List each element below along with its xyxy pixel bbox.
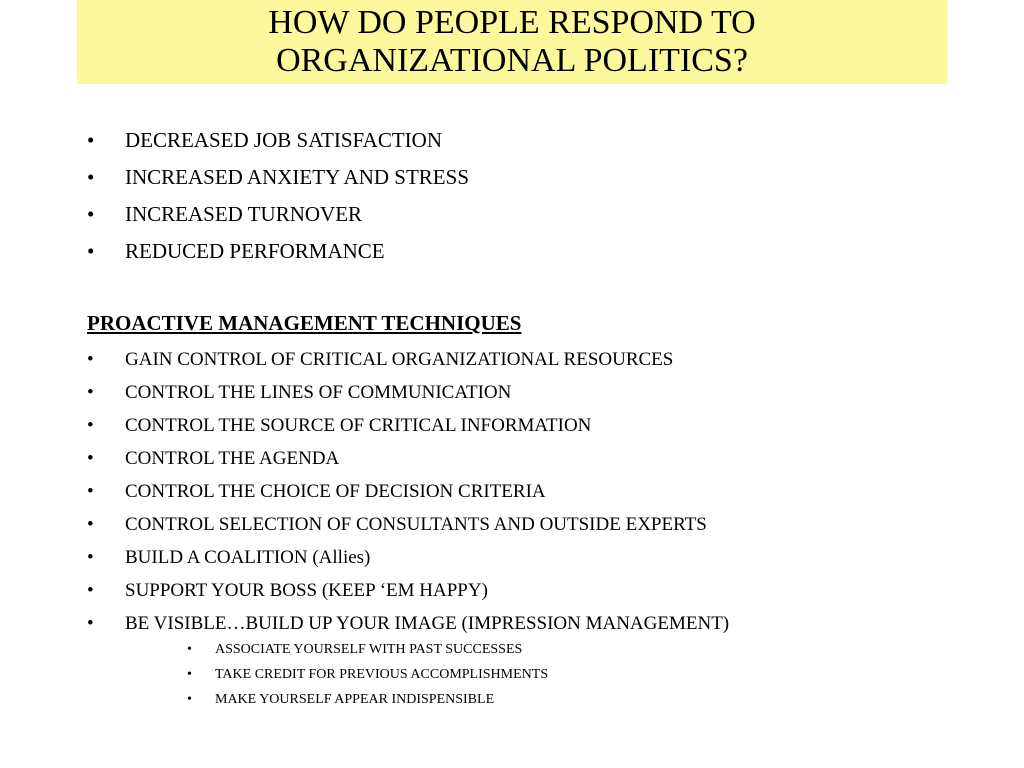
technique-item [87,508,729,541]
sub-technique-item [187,687,548,712]
sub-technique-item [187,637,548,662]
slide-title-line-1: HOW DO PEOPLE RESPOND TO [268,4,756,41]
effects-list [87,122,469,270]
sub-technique-text: MAKE YOURSELF APPEAR INDISPENSIBLE [215,692,495,707]
technique-item [87,607,729,640]
technique-item [87,343,729,376]
bullet-icon: • [87,580,94,601]
sub-technique-text: ASSOCIATE YOURSELF WITH PAST SUCCESSES [215,642,523,657]
technique-text: GAIN CONTROL OF CRITICAL ORGANIZATIONAL RESOURCES [125,349,674,370]
technique-item [87,442,729,475]
bullet-icon: • [87,448,94,469]
technique-text: CONTROL THE LINES OF COMMUNICATION [125,382,512,403]
effect-item [87,159,469,196]
effect-item [87,122,469,159]
bullet-icon: • [87,481,94,502]
technique-text: CONTROL THE CHOICE OF DECISION CRITERIA [125,481,546,502]
technique-item [87,574,729,607]
bullet-icon: • [187,642,192,657]
bullet-icon: • [87,382,94,403]
sub-techniques-list [187,637,548,712]
effect-item [87,233,469,270]
technique-text: CONTROL THE SOURCE OF CRITICAL INFORMATION [125,415,592,436]
bullet-icon: • [87,202,95,226]
title-banner [77,0,947,84]
bullet-icon: • [87,128,95,152]
technique-item [87,541,729,574]
technique-text: SUPPORT YOUR BOSS (KEEP ‘EM HAPPY) [125,580,488,601]
effect-text: INCREASED TURNOVER [125,202,363,226]
technique-item [87,409,729,442]
bullet-icon: • [87,547,94,568]
effect-text: INCREASED ANXIETY AND STRESS [125,165,469,189]
technique-text: BUILD A COALITION (Allies) [125,547,371,568]
techniques-list [87,343,729,640]
technique-text: BE VISIBLE…BUILD UP YOUR IMAGE (IMPRESSION MANAGEMENT) [125,613,730,634]
sub-technique-text: TAKE CREDIT FOR PREVIOUS ACCOMPLISHMENTS [215,667,549,682]
technique-text: CONTROL SELECTION OF CONSULTANTS AND OUTSIDE EXPERTS [125,514,707,535]
section-heading: PROACTIVE MANAGEMENT TECHNIQUES [87,311,522,335]
effect-item [87,196,469,233]
bullet-icon: • [187,692,192,707]
bullet-icon: • [87,613,94,634]
sub-technique-item [187,662,548,687]
bullet-icon: • [87,165,95,189]
bullet-icon: • [87,415,94,436]
effect-text: DECREASED JOB SATISFACTION [125,128,442,152]
technique-item [87,475,729,508]
technique-item [87,376,729,409]
technique-text: CONTROL THE AGENDA [125,448,340,469]
bullet-icon: • [87,239,95,263]
bullet-icon: • [87,349,94,370]
bullet-icon: • [87,514,94,535]
bullet-icon: • [187,667,192,682]
effect-text: REDUCED PERFORMANCE [125,239,385,263]
slide-title-line-2: ORGANIZATIONAL POLITICS? [276,42,748,79]
